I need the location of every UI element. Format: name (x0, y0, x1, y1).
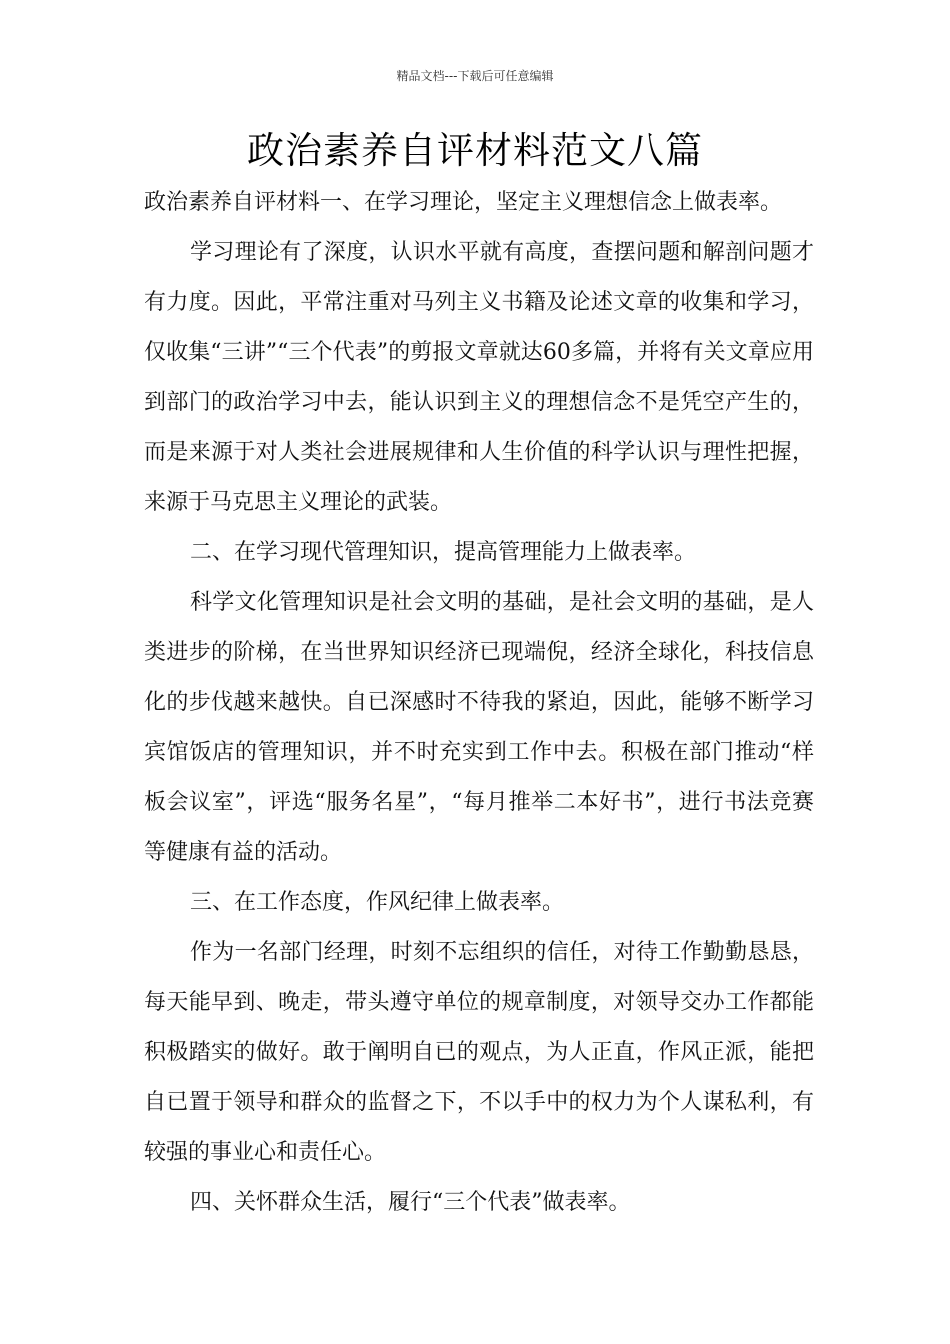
paragraph: 科学文化管理知识是社会文明的基础，是社会文明的基础，是人类进步的阶梯，在当世界知识经济已现端倪，经济全球化，科技信息化的步伐越来越快。自已深感时不待我的紧迫，因此，能够不断学习宾馆饭店的管理知识，并不时充实到工作中去。积极在部门推动“样板会议室”，评选“服务名星”，“每月推举二本好书”，进行书法竞赛等健康有益的活动。 (144, 590, 814, 865)
section-heading: 四、关怀群众生活，履行“三个代表”做表率。 (190, 1190, 631, 1215)
section-heading: 三、在工作态度，作风纪律上做表率。 (190, 890, 565, 915)
document-title: 政治素养自评材料范文八篇 (247, 129, 703, 172)
paragraph-intro: 政治素养自评材料一、在学习理论，坚定主义理想信念上做表率。 (144, 190, 783, 215)
document-body (144, 178, 814, 1228)
section-heading: 二、在学习现代管理知识，提高管理能力上做表率。 (190, 540, 697, 565)
header-note: 精品文档---下载后可任意编辑 (396, 69, 554, 83)
paragraph: 作为一名部门经理，时刻不忘组织的信任，对待工作勤勤恳恳，每天能早到、晚走，带头遵守单位的规章制度，对领导交办工作都能积极踏实的做好。敢于阐明自已的观点，为人正直，作风正派，能把自已置于领导和群众的监督之下，不以手中的权力为个人谋私利，有较强的事业心和责任心。 (144, 940, 814, 1165)
paragraph: 学习理论有了深度，认识水平就有高度，查摆问题和解剖问题才有力度。因此，平常注重对马列主义书籍及论述文章的收集和学习，仅收集“三讲”“三个代表”的剪报文章就达60多篇，并将有关文章应用到部门的政治学习中去，能认识到主义的理想信念不是凭空产生的，而是来源于对人类社会进展规律和人生价值的科学认识与理性把握，来源于马克思主义理论的武装。 (144, 240, 814, 515)
